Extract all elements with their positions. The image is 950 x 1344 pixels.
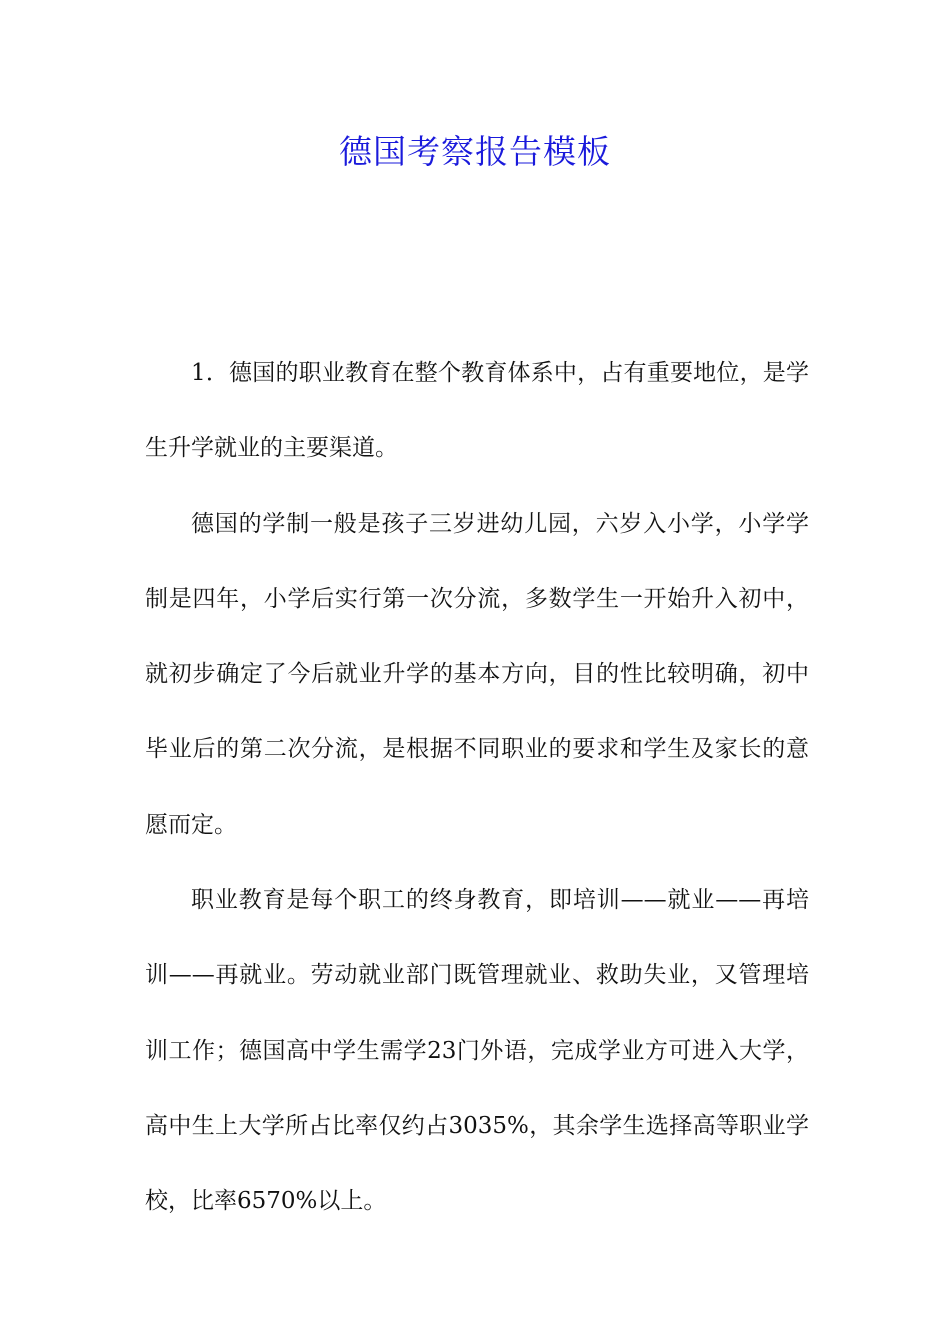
paragraph: 1．德国的职业教育在整个教育体系中，占有重要地位，是学生升学就业的主要渠道。 — [145, 360, 809, 462]
document-title: 德国考察报告模板 — [339, 132, 611, 171]
paragraph: 德国的学制一般是孩子三岁进幼儿园，六岁入小学，小学学制是四年，小学后实行第一次分流，多数学生一开始升入初中，就初步确定了今后就业升学的基本方向，目的性比较明确，初中毕业后的第二次分流，是根据不同职业的要求和学生及家长的意愿而定。 — [145, 510, 809, 838]
document-body — [145, 336, 809, 1240]
paragraph: 职业教育是每个职工的终身教育，即培训——就业——再培训——再就业。劳动就业部门既管理就业、救助失业，又管理培训工作；德国高中学生需学23门外语，完成学业方可进入大学，高中生上大学所占比率仅约占3035%，其余学生选择高等职业学校，比率6570%以上。 — [145, 887, 809, 1215]
